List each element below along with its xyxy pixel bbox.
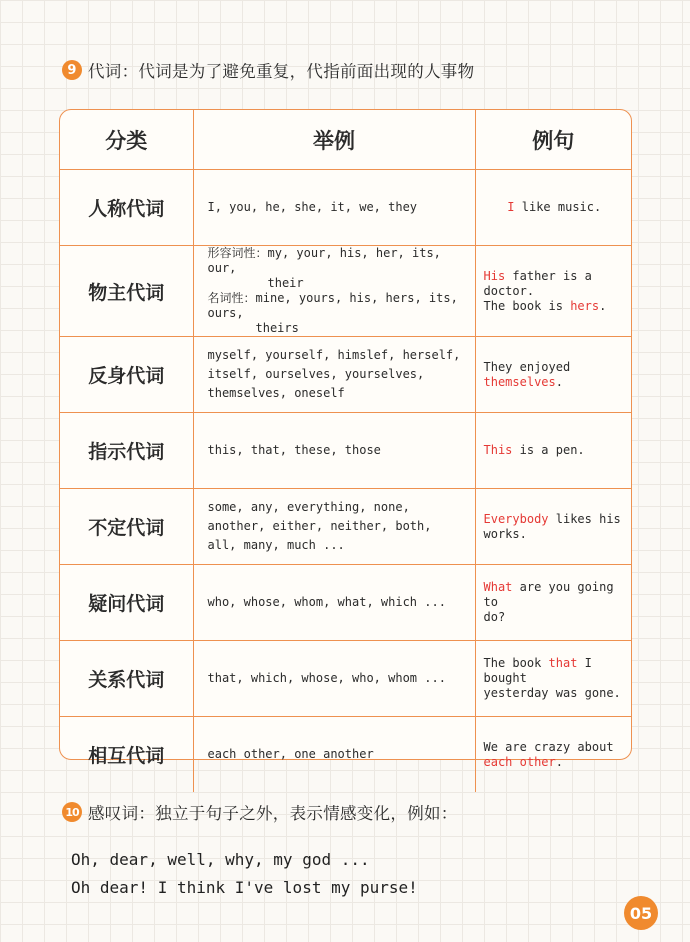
row-examples [193,170,475,246]
highlighted-pronoun: His [483,268,506,283]
highlighted-pronoun: I [507,200,515,214]
table-header-row [60,110,631,170]
row-sentence [475,489,631,565]
example-line [208,246,465,276]
sentence-text: . [555,754,563,769]
example-line: themselves, oneself [207,386,345,400]
highlighted-pronoun: hers [570,298,600,313]
example-line: myself, yourself, himslef, herself, [207,348,461,362]
row-examples [193,641,475,717]
row-sentence [475,170,631,246]
row-sentence [475,565,631,641]
row-examples [193,489,475,565]
sentence-text: The book [483,656,549,670]
example-line: that, which, whose, who, whom ... [207,671,446,685]
row-category: 相互代词 [60,717,193,793]
highlighted-pronoun: each other [483,754,556,769]
table-row [60,246,631,337]
highlighted-pronoun: themselves [483,374,556,389]
table-row [60,170,631,246]
section-9-heading [62,58,474,82]
row-category: 人称代词 [60,170,193,246]
sentence-text: . [599,298,607,313]
row-category: 不定代词 [60,489,193,565]
table-row [60,489,631,565]
row-sentence [475,337,631,413]
example-line: who, whose, whom, what, which ... [207,595,446,609]
sentence-text: I bought [483,656,592,685]
section-10-heading [62,800,458,824]
row-category: 疑问代词 [60,565,193,641]
row-examples [193,565,475,641]
sentence-text: . [555,374,563,389]
row-category: 指示代词 [60,413,193,489]
row-sentence [475,717,631,793]
table-row [60,337,631,413]
header-examples: 举例 [193,110,475,170]
section-9-title: 代词：代词是为了避免重复，代指前面出现的人事物 [88,62,475,81]
row-examples [193,337,475,413]
row-category: 反身代词 [60,337,193,413]
table-row [60,641,631,717]
sentence-text: works. [483,526,527,541]
header-sentence: 例句 [475,110,631,170]
page-number-badge: 05 [624,896,658,930]
highlighted-pronoun: Everybody [483,511,549,526]
sentence-text: is a pen. [512,443,585,457]
example-line [208,291,465,321]
interjection-example-line: Oh dear! I think I've lost my purse! [71,878,418,897]
section-number-badge: 10 [62,802,82,822]
example-line: each other, one another [207,747,374,761]
row-category: 物主代词 [60,246,193,337]
example-line: I, you, he, she, it, we, they [207,200,418,214]
sentence-text: We are crazy about [483,739,614,754]
row-examples [193,413,475,489]
sentence-text: The book is [483,298,571,313]
noun-label: 名词性： [207,291,256,305]
section-10-title: 感叹词：独立于句子之外，表示情感变化，例如： [88,804,458,823]
header-category: 分类 [60,110,193,170]
row-category: 关系代词 [60,641,193,717]
example-line: itself, ourselves, yourselves, [207,367,425,381]
row-examples [193,717,475,793]
highlighted-pronoun: that [548,656,578,670]
highlighted-pronoun: This [483,443,513,457]
example-line: this, that, these, those [207,443,381,457]
row-sentence [475,641,631,717]
sentence-text: like music. [514,200,602,214]
sentence-text: yesterday was gone. [483,686,621,700]
example-line: some, any, everything, none, [207,500,410,514]
sentence-text: likes his [548,511,621,526]
interjection-example-line: Oh, dear, well, why, my god ... [71,850,370,869]
table-row [60,565,631,641]
table-row [60,717,631,793]
interjection-examples [71,846,418,902]
sentence-text: They enjoyed [483,359,571,374]
noun-items: mine, yours, his, hers, its, ours, [207,291,458,320]
adjective-label: 形容词性： [207,246,268,260]
sentence-text: are you going to [483,580,614,609]
section-number-badge: 9 [62,60,82,80]
row-examples [193,246,475,337]
example-line: all, many, much ... [207,538,345,552]
sentence-text: father is a doctor. [483,268,592,298]
row-sentence [475,413,631,489]
table-row [60,413,631,489]
example-line: theirs [255,321,299,335]
pronoun-table [59,109,632,769]
example-line: another, either, neither, both, [207,519,432,533]
sentence-text: do? [483,610,506,624]
example-line: their [267,276,304,290]
highlighted-pronoun: What [483,580,513,594]
row-sentence [475,246,631,337]
adjective-items: my, your, his, her, its, our, [207,246,441,275]
